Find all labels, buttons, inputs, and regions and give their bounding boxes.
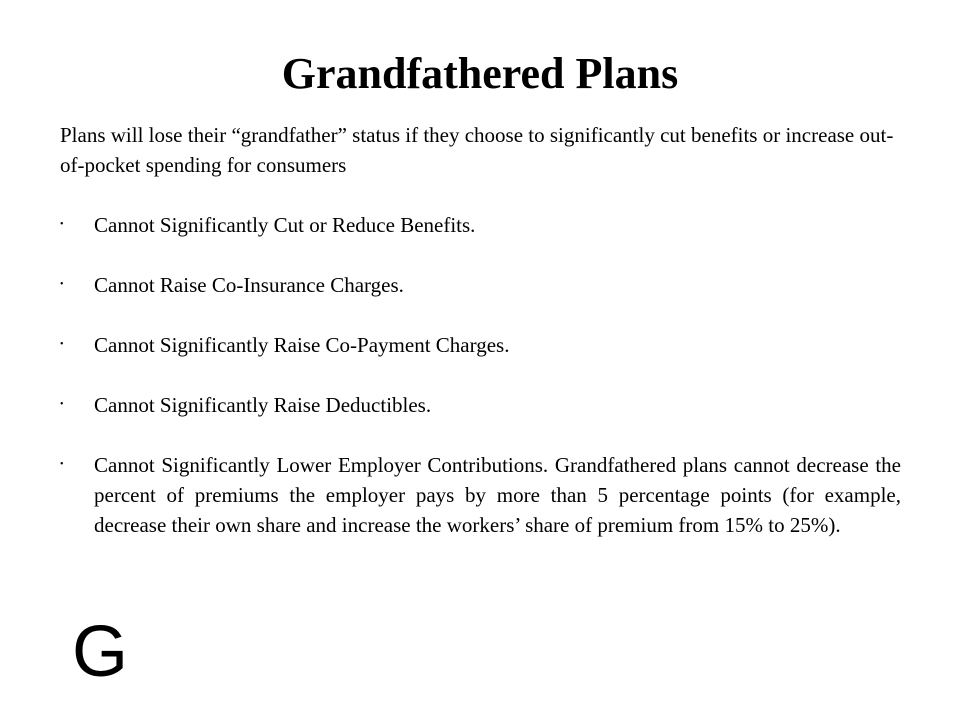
bullet-icon: • xyxy=(60,279,64,290)
list-item xyxy=(60,330,901,360)
list-item-text: Cannot Raise Co-Insurance Charges. xyxy=(94,273,404,297)
bullet-icon: • xyxy=(60,339,64,350)
bullet-icon: • xyxy=(60,219,64,230)
bullet-list xyxy=(60,210,901,570)
list-item-text: Cannot Significantly Raise Deductibles. xyxy=(94,393,432,417)
bullet-icon: • xyxy=(60,399,64,410)
list-item-text: Cannot Significantly Raise Co-Payment Charges. xyxy=(94,333,510,357)
bullet-icon: • xyxy=(60,459,64,470)
list-item xyxy=(60,210,901,240)
list-item xyxy=(60,450,901,540)
list-item-text: Cannot Significantly Lower Employer Contributions. Grandfathered plans cannot decrease the percent of premiums the employer pays by more than 5 percentage points (for example, decrease their own share and increase the workers’ share of premium from 15% to 25%). xyxy=(94,453,901,537)
intro-paragraph: Plans will lose their “grandfather” status if they choose to significantly cut benefits or increase out-of-pocket spending for consumers xyxy=(60,123,894,177)
list-item xyxy=(60,390,901,420)
logo-letter: G xyxy=(72,612,129,692)
list-item xyxy=(60,270,901,300)
list-item-text: Cannot Significantly Cut or Reduce Benefits. xyxy=(94,213,476,237)
slide-title: Grandfathered Plans xyxy=(281,49,679,98)
